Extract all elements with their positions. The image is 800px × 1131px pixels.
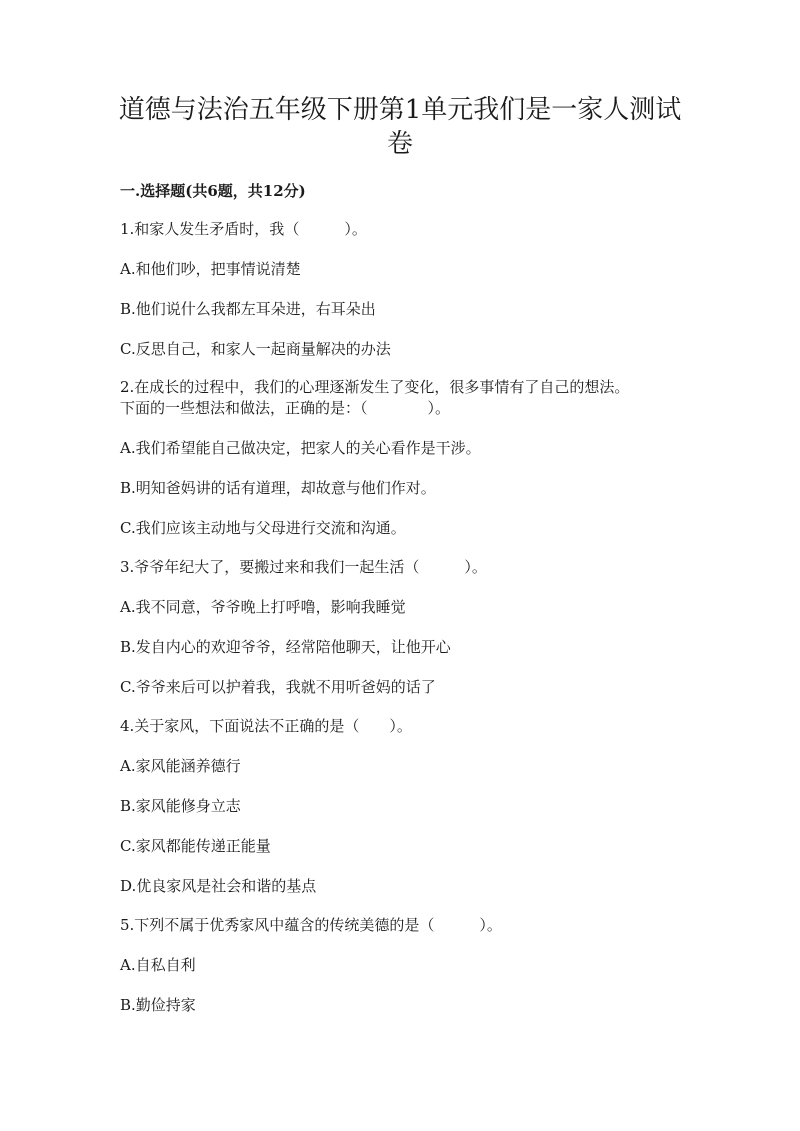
question-4-option-a: A.家风能涵养德行 bbox=[120, 757, 241, 775]
question-1-option-c: C.反思自己，和家人一起商量解决的办法 bbox=[120, 340, 391, 358]
question-5-stem: 5.下列不属于优秀家风中蕴含的传统美德的是（ ）。 bbox=[120, 916, 502, 934]
question-4-option-d: D.优良家风是社会和谐的基点 bbox=[120, 877, 317, 895]
title-line-1: 道德与法治五年级下册第1单元我们是一家人测试 bbox=[118, 95, 682, 125]
question-1-option-a: A.和他们吵，把事情说清楚 bbox=[120, 260, 301, 278]
question-4-option-b: B.家风能修身立志 bbox=[120, 797, 241, 815]
question-4-stem: 4.关于家风，下面说法不正确的是（ ）。 bbox=[120, 717, 412, 735]
question-4-option-c: C.家风都能传递正能量 bbox=[120, 837, 271, 855]
question-3-option-b: B.发自内心的欢迎爷爷，经常陪他聊天，让他开心 bbox=[120, 638, 451, 656]
question-3-option-a: A.我不同意，爷爷晚上打呼噜，影响我睡觉 bbox=[120, 598, 406, 616]
question-1-stem: 1.和家人发生矛盾时，我（ ）。 bbox=[120, 220, 367, 238]
title-line-2: 卷 bbox=[386, 129, 413, 159]
question-3-option-c: C.爷爷来后可以护着我，我就不用听爸妈的话了 bbox=[120, 678, 436, 696]
question-5-option-a: A.自私自利 bbox=[120, 956, 196, 974]
question-1-option-b: B.他们说什么我都左耳朵进，右耳朵出 bbox=[120, 300, 376, 318]
question-2-stem-line-2: 下面的一些想法和做法，正确的是：（ ）。 bbox=[120, 399, 451, 417]
question-5-option-b: B.勤俭持家 bbox=[120, 996, 196, 1014]
question-2-option-b: B.明知爸妈讲的话有道理，却故意与他们作对。 bbox=[120, 479, 436, 497]
document-title bbox=[110, 93, 690, 161]
question-2-option-a: A.我们希望能自己做决定，把家人的关心看作是干涉。 bbox=[120, 439, 481, 457]
question-2-option-c: C.我们应该主动地与父母进行交流和沟通。 bbox=[120, 519, 406, 537]
section-heading: 一.选择题(共6题，共12分) bbox=[120, 182, 306, 200]
question-2-stem-line-1: 2.在成长的过程中，我们的心理逐渐发生了变化，很多事情有了自己的想法。 bbox=[120, 378, 630, 396]
question-3-stem: 3.爷爷年纪大了，要搬过来和我们一起生活（ ）。 bbox=[120, 558, 487, 576]
